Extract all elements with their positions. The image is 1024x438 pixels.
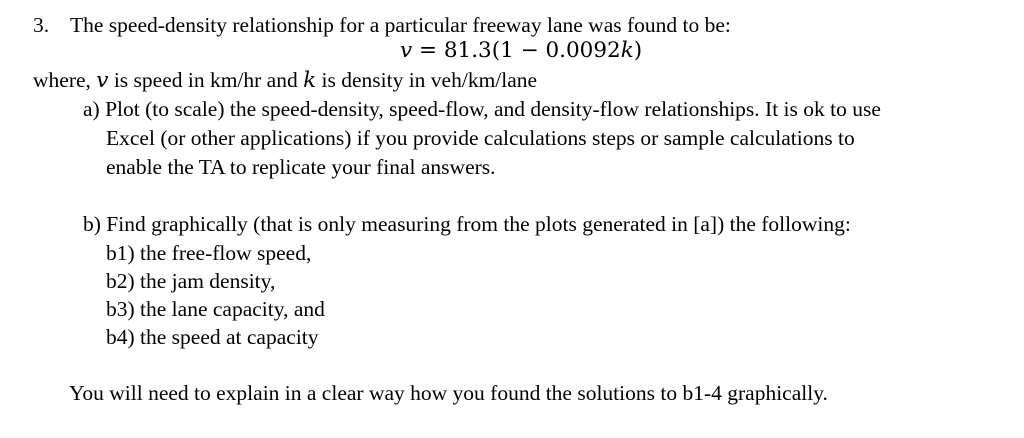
problem-statement-line [33,12,731,38]
part-b-item-b3: b3) the lane capacity, and [106,297,325,321]
part-a-line-2: Excel (or other applications) if you provide calculations steps or sample calculations to [106,126,855,150]
problem-number: 3. [33,13,50,37]
part-b-item-b4: b4) the speed at capacity [106,325,319,349]
part-b-item-b1: b1) the free-flow speed, [106,241,312,265]
equation-constant: 0.0092 [545,38,621,63]
equation-coefficient: 81.3 [443,38,492,63]
where-line [33,67,537,94]
where-prefix: where, [33,68,91,92]
where-speed-text: is speed in km/hr and [113,68,298,92]
equation-speed-variable: v [400,38,413,63]
part-a-line-1: a) Plot (to scale) the speed-density, speed-flow, and density-flow relationships. It is ok to use [83,97,881,121]
closing-instruction: You will need to explain in a clear way how you found the solutions to b1-4 graphically. [69,381,828,405]
part-b-item-b2: b2) the jam density, [106,269,276,293]
part-a-line-3: enable the TA to replicate your final answers. [106,155,496,179]
where-speed-variable: v [96,68,109,93]
part-b-intro: b) Find graphically (that is only measuring from the plots generated in [a]) the following: [83,212,851,236]
where-density-text: is density in veh/km/lane [321,68,538,92]
speed-density-equation: v = 81.3(1 − 0.0092k) [400,38,643,63]
where-density-variable: k [303,68,317,93]
problem-statement: The speed-density relationship for a particular freeway lane was found to be: [70,13,731,37]
equation-density-variable: k [620,38,634,63]
